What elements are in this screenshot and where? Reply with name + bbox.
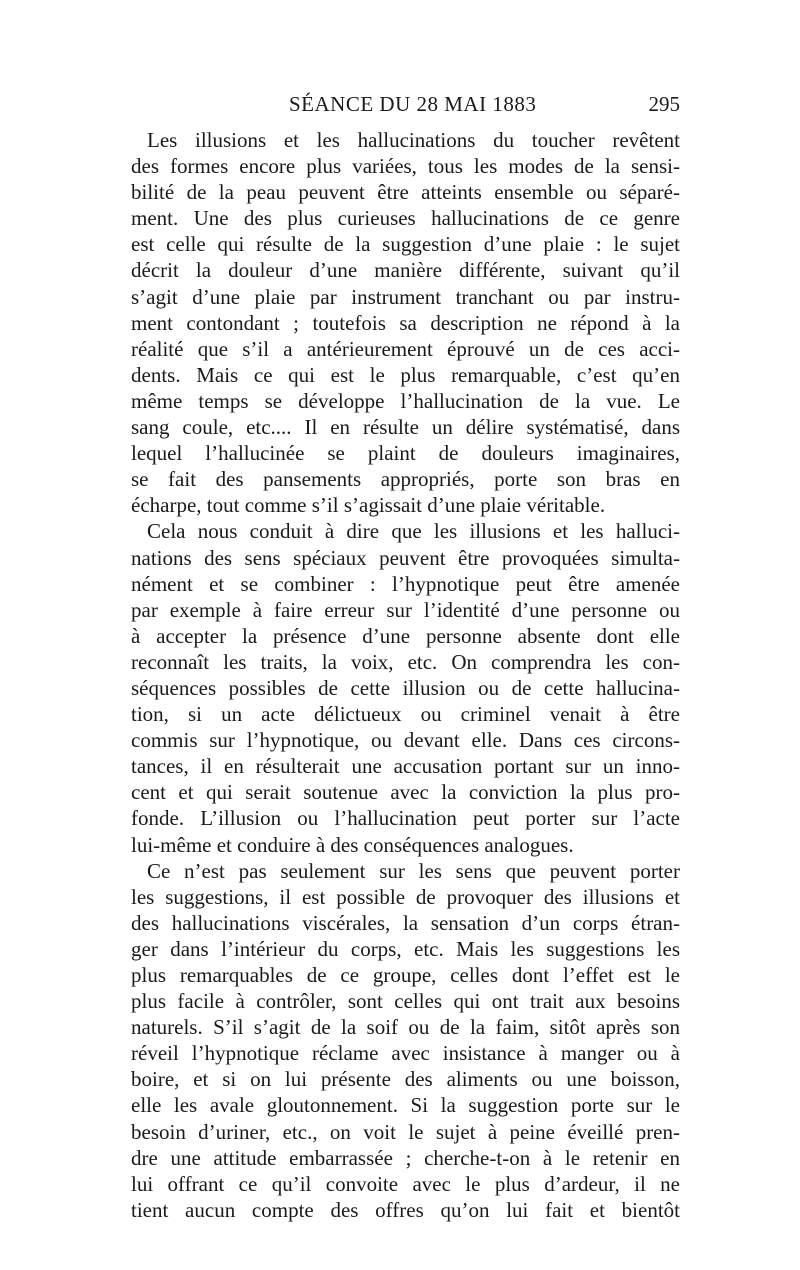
text-line: dre une attitude embarrassée ; cherche-t-on à le retenir en [131, 1145, 680, 1170]
text-line: commis sur l’hypnotique, ou devant elle. Dans ces circons- [131, 728, 680, 753]
text-line: nément et se combiner : l’hypnotique peut être amenée [131, 571, 680, 596]
text-line: tient aucun compte des offres qu’on lui fait et bientôt [131, 1197, 680, 1222]
text-line: par exemple à faire erreur sur l’identité d’une personne ou [131, 597, 680, 622]
text-line: ger dans l’intérieur du corps, etc. Mais les suggestions les [131, 936, 680, 961]
page-number: 295 [648, 92, 680, 116]
text-line: ment contondant ; toutefois sa description ne répond à la [131, 310, 680, 335]
body-text [131, 127, 680, 1223]
text-line: reconnaît les traits, la voix, etc. On comprendra les con- [131, 649, 680, 674]
text-line: besoin d’uriner, etc., on voit le sujet à peine éveillé pren- [131, 1119, 680, 1144]
text-line: elle les avale gloutonnement. Si la suggestion porte sur le [131, 1093, 680, 1118]
text-line: Les illusions et les hallucinations du toucher revêtent [147, 128, 680, 152]
text-line: plus remarquables de ce groupe, celles dont l’effet est le [131, 963, 680, 987]
text-line: cent et qui serait soutenue avec la conviction la plus pro- [131, 780, 680, 805]
text-line: plus facile à contrôler, sont celles qui ont trait aux besoins [131, 989, 680, 1014]
text-line: décrit la douleur d’une manière différente, suivant qu’il [131, 258, 680, 283]
text-line: ment. Une des plus curieuses hallucinations de ce genre [131, 206, 680, 231]
text-line: Ce n’est pas seulement sur les sens que peuvent porter [147, 858, 680, 883]
text-line: naturels. S’il s’agit de la soif ou de la faim, sitôt après son [131, 1015, 680, 1040]
text-line: tances, il en résulterait une accusation portant sur un inno- [131, 754, 680, 779]
text-line: des hallucinations viscérales, la sensation d’un corps étran- [131, 910, 680, 935]
page-header [131, 92, 680, 122]
running-head: SÉANCE DU 28 MAI 1883 [289, 92, 537, 116]
text-line: les suggestions, il est possible de provoquer des illusions et [131, 884, 680, 909]
text-line: s’agit d’une plaie par instrument tranchant ou par instru- [131, 284, 680, 309]
text-line: lui-même et conduire à des conséquences analogues. [131, 832, 574, 857]
text-line: boire, et si on lui présente des aliments ou une boisson, [131, 1067, 680, 1092]
text-line: bilité de la peau peuvent être atteints ensemble ou séparé- [131, 180, 680, 205]
text-line: même temps se développe l’hallucination de la vue. Le [131, 388, 680, 413]
text-line: séquences possibles de cette illusion ou de cette hallucina- [131, 675, 680, 700]
text-line: des formes encore plus variées, tous les modes de la sensi- [131, 154, 680, 179]
text-line: Cela nous conduit à dire que les illusions et les halluci- [147, 519, 680, 544]
text-line: dents. Mais ce qui est le plus remarquable, c’est qu’en [131, 362, 680, 387]
text-line: nations des sens spéciaux peuvent être provoquées simulta- [131, 545, 680, 570]
text-line: écharpe, tout comme s’il s’agissait d’une plaie véritable. [131, 493, 606, 518]
text-line: lui offrant ce qu’il convoite avec le plus d’ardeur, il ne [131, 1171, 680, 1196]
text-line: lequel l’hallucinée se plaint de douleurs imaginaires, [131, 441, 680, 466]
text-line: à accepter la présence d’une personne absente dont elle [131, 623, 680, 648]
text-line: réveil l’hypnotique réclame avec insistance à manger ou à [131, 1041, 680, 1066]
text-line: se fait des pansements appropriés, porte son bras en [131, 467, 680, 492]
text-line: sang coule, etc.... Il en résulte un délire systématisé, dans [131, 415, 680, 440]
text-line: est celle qui résulte de la suggestion d’une plaie : le sujet [131, 232, 680, 257]
text-line: fonde. L’illusion ou l’hallucination peut porter sur l’acte [131, 806, 680, 831]
text-line: tion, si un acte délictueux ou criminel venait à être [131, 702, 680, 727]
text-line: réalité que s’il a antérieurement éprouvé un de ces acci- [131, 336, 680, 361]
